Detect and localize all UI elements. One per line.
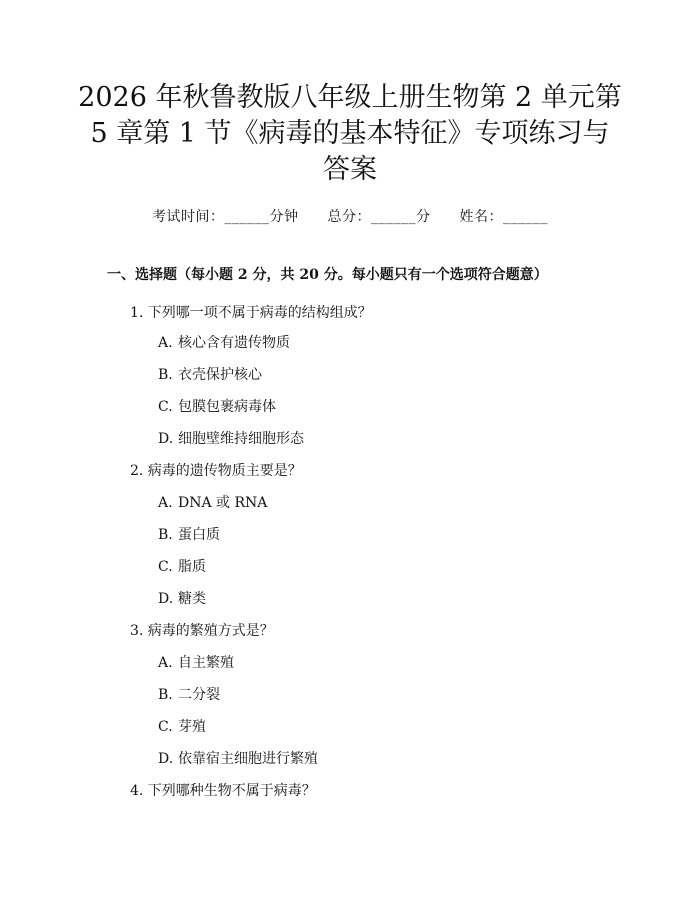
- question-1: 1. 下列哪一项不属于病毒的结构组成？: [130, 305, 372, 321]
- option-letter: D.: [158, 431, 174, 447]
- question-2-option-b: [158, 524, 220, 544]
- option-text: 依靠宿主细胞进行繁殖: [178, 751, 318, 767]
- question-2-option-d: [158, 588, 206, 608]
- option-text: DNA 或 RNA: [178, 495, 268, 511]
- option-letter: A.: [158, 335, 173, 351]
- question-3: 3. 病毒的繁殖方式是？: [130, 623, 274, 639]
- option-text: 糖类: [178, 591, 206, 607]
- option-letter: A.: [158, 655, 173, 671]
- option-letter: C.: [158, 559, 173, 575]
- option-letter: C.: [158, 719, 173, 735]
- option-text: 脂质: [178, 559, 206, 575]
- option-letter: C.: [158, 399, 173, 415]
- option-text: 芽殖: [178, 719, 206, 735]
- option-letter: A.: [158, 495, 173, 511]
- option-text: 包膜包裹病毒体: [178, 399, 276, 415]
- option-letter: D.: [158, 751, 174, 767]
- question-2: 2. 病毒的遗传物质主要是？: [130, 463, 302, 479]
- option-text: 细胞壁维持细胞形态: [178, 431, 304, 447]
- option-letter: B.: [158, 687, 173, 703]
- question-1-option-a: [158, 332, 290, 352]
- question-1-option-d: [158, 428, 304, 448]
- title-line-2: 5 章第 1 节《病毒的基本特征》专项练习与: [90, 118, 610, 149]
- option-letter: B.: [158, 527, 173, 543]
- question-1-option-b: [158, 364, 262, 384]
- question-3-option-a: [158, 652, 234, 672]
- question-2-option-c: [158, 556, 206, 576]
- title-line-1: 2026 年秋鲁教版八年级上册生物第 2 单元第: [78, 82, 622, 113]
- question-3-option-b: [158, 684, 220, 704]
- question-3-option-c: [158, 716, 206, 736]
- option-text: 蛋白质: [178, 527, 220, 543]
- section-heading: 一、选择题（每小题 2 分，共 20 分。每小题只有一个选项符合题意）: [107, 267, 548, 283]
- exam-meta-line: 考试时间：______分钟 总分：______分 姓名：______: [152, 209, 548, 225]
- option-text: 自主繁殖: [178, 655, 234, 671]
- option-text: 衣壳保护核心: [178, 367, 262, 383]
- option-letter: B.: [158, 367, 173, 383]
- option-text: 核心含有遗传物质: [178, 335, 290, 351]
- question-4: 4. 下列哪种生物不属于病毒？: [130, 783, 316, 799]
- title-line-3: 答案: [323, 154, 377, 185]
- question-2-option-a: [158, 492, 267, 512]
- option-letter: D.: [158, 591, 174, 607]
- option-text: 二分裂: [178, 687, 220, 703]
- question-1-option-c: [158, 396, 276, 416]
- page-title: [60, 80, 640, 188]
- question-3-option-d: [158, 748, 318, 768]
